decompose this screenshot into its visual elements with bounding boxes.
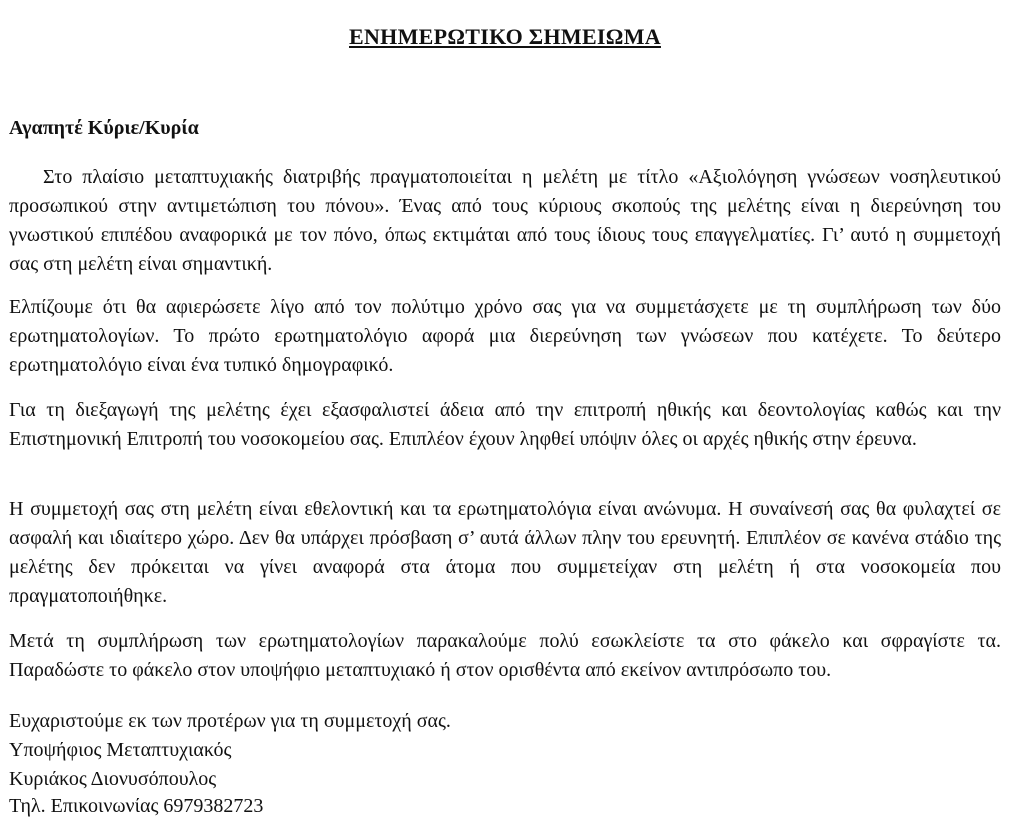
salutation: Αγαπητέ Κύριε/Κυρία (9, 117, 199, 139)
paragraph-study-intro: Στο πλαίσιο μεταπτυχιακής διατριβής πραγματοποιείται η μελέτη με τίτλο «Αξιολόγηση γνώσεων νοσηλευτικού προσωπικού στην αντιμετώπιση του πόνου». Ένας από τους κύριους σκοπούς της μελέτης είναι η διερεύνηση του γνωστικού επιπέδου αναφορικά με τον πόνο, όπως εκτιμάται από τους ίδιους τους επαγγελματίες. Γι’ αυτό η συμμετοχή σας στη μελέτη είναι σημαντική. (9, 166, 1001, 275)
paragraph-questionnaires: Ελπίζουμε ότι θα αφιερώσετε λίγο από τον πολύτιμο χρόνο σας για να συμμετάσχετε με τη συμπλήρωση των δύο ερωτηματολογίων. Το πρώτο ερωτηματολόγιο αφορά μια διερεύνηση των γνώσεων που κατέχετε. Το δεύτερο ερωτηματολόγιο είναι ένα τυπικό δημογραφικό. (9, 296, 1001, 376)
document-title: ΕΝΗΜΕΡΩΤΙΚΟ ΣΗΜΕΙΩΜΑ (349, 24, 661, 49)
signature-name: Κυριάκος Διονυσόπουλος (9, 768, 217, 790)
paragraph-ethics-approval: Για τη διεξαγωγή της μελέτης έχει εξασφαλιστεί άδεια από την επιτροπή ηθικής και δεοντολογίας καθώς και την Επιστημονική Επιτροπή του νοσοκομείου σας. Επιπλέον έχουν ληφθεί υπόψιν όλες οι αρχές ηθικής στην έρευνα. (9, 399, 1001, 450)
paragraph-confidentiality: Η συμμετοχή σας στη μελέτη είναι εθελοντική και τα ερωτηματολόγια είναι ανώνυμα. Η συναίνεσή σας θα φυλαχτεί σε ασφαλή και ιδιαίτερο χώρο. Δεν θα υπάρχει πρόσβαση σ’ αυτά άλλων πλην του ερευνητή. Επιπλέον σε κανένα στάδιο της μελέτης δεν πρόκειται να γίνει αναφορά στα άτομα που συμμετείχαν στη μελέτη ή στα νοσοκομεία που πραγματοποιήθηκε. (9, 498, 1001, 607)
contact-phone: Τηλ. Επικοινωνίας 6979382723 (9, 795, 264, 817)
closing-thanks: Ευχαριστούμε εκ των προτέρων για τη συμμετοχή σας. (9, 710, 451, 732)
paragraph-instructions: Μετά τη συμπλήρωση των ερωτηματολογίων παρακαλούμε πολύ εσωκλείστε τα στο φάκελο και σφραγίστε τα. Παραδώστε το φάκελο στον υποψήφιο μεταπτυχιακό ή στον ορισθέντα από εκείνον αντιπρόσωπο του. (9, 630, 1001, 681)
signature-role: Υποψήφιος Μεταπτυχιακός (9, 739, 232, 761)
